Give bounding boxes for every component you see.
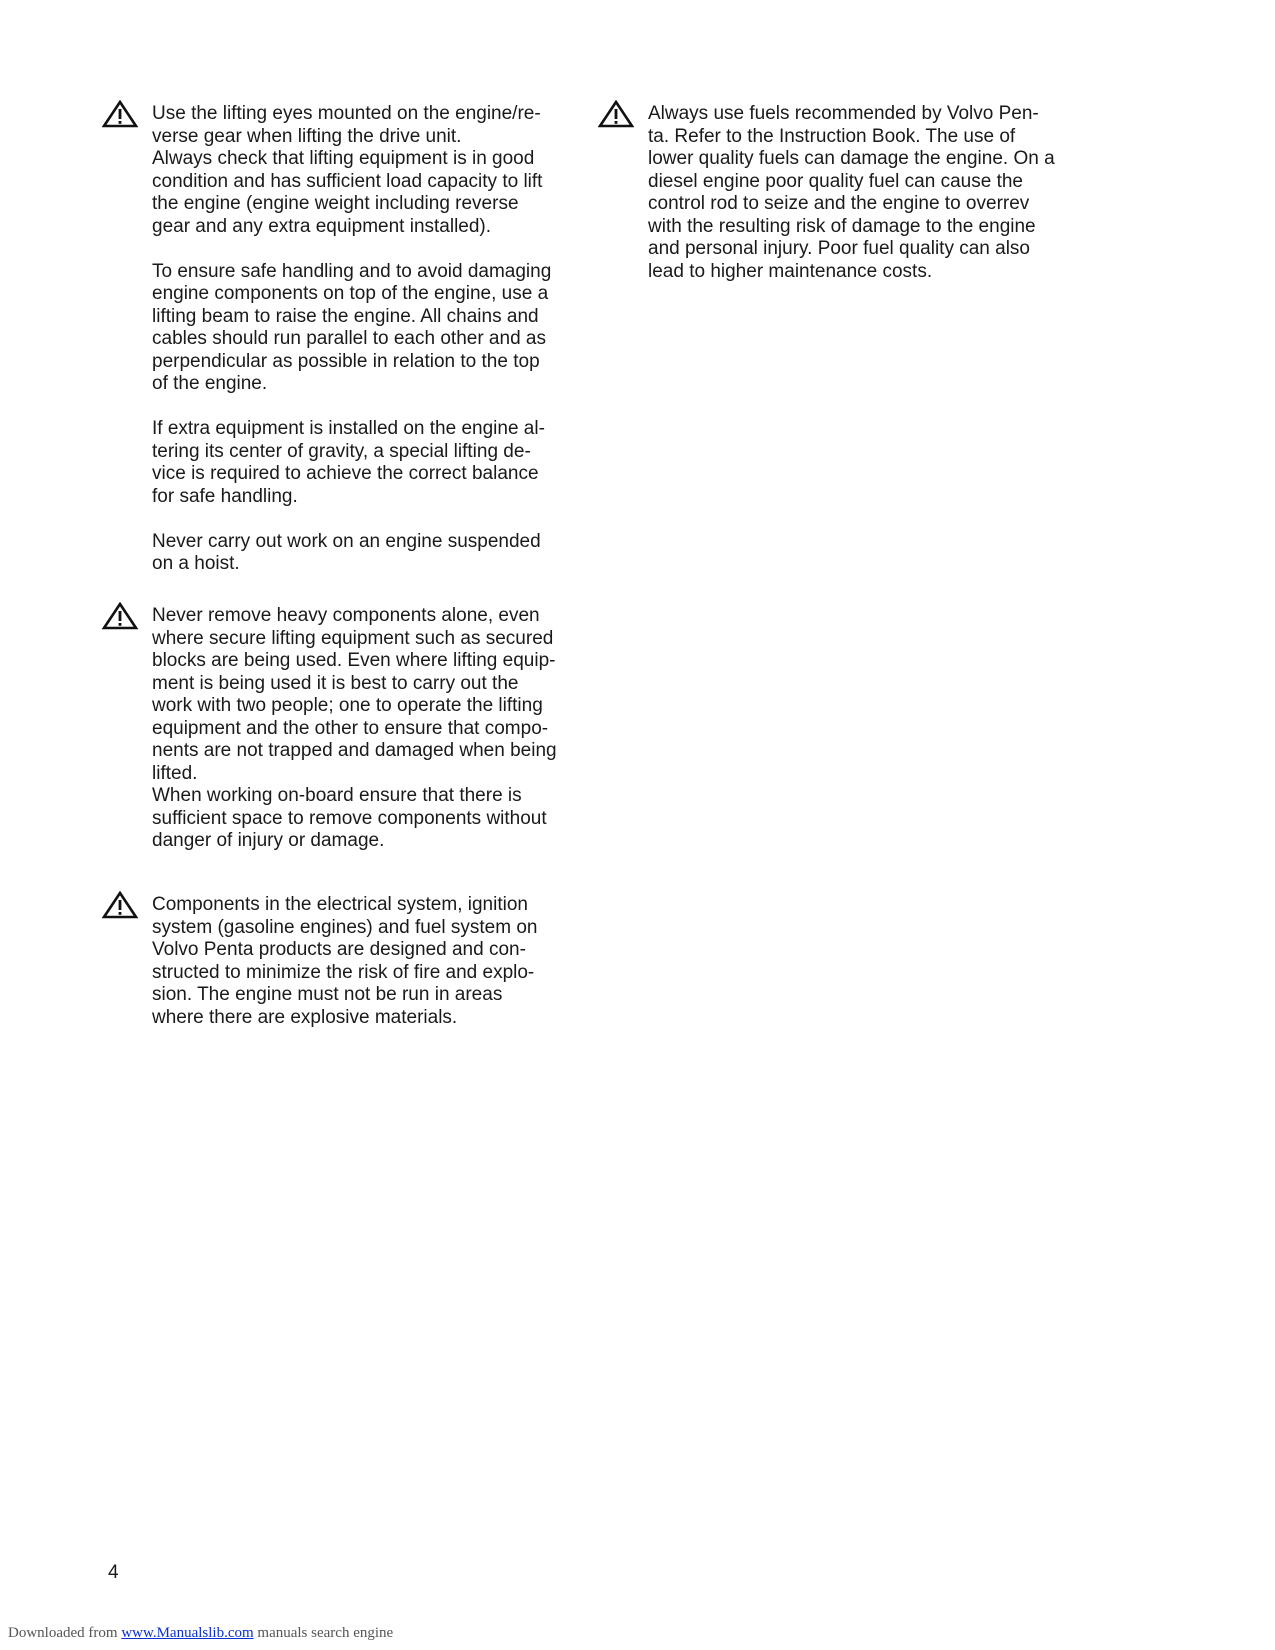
text-line: lower quality fuels can damage the engine. On a [648, 148, 1055, 169]
warning-paragraph [648, 103, 1055, 283]
manualslib-link[interactable]: www.Manualslib.com [121, 1625, 254, 1641]
warning-triangle-icon [102, 891, 138, 919]
text-line: lead to higher maintenance costs. [648, 260, 933, 282]
text-line: If extra equipment is installed on the engine al- [152, 418, 545, 439]
text-line: system (gasoline engines) and fuel system on [152, 916, 538, 938]
warning-paragraph [152, 261, 551, 396]
text-line: condition and has sufficient load capacity to lift [152, 170, 543, 192]
text-line: equipment and the other to ensure that compo- [152, 717, 549, 739]
text-line: Always use fuels recommended by Volvo Pen- [648, 103, 1039, 124]
footer-suffix: manuals search engine [257, 1625, 394, 1641]
text-line: ment is being used it is best to carry out the [152, 672, 519, 694]
text-line: When working on-board ensure that there is [152, 785, 522, 806]
text-line: lifting beam to raise the engine. All chains and [152, 305, 539, 327]
text-line: engine components on top of the engine, use a [152, 283, 549, 304]
text-line: sion. The engine must not be run in areas [152, 984, 503, 1005]
warning-heavy-components [152, 605, 557, 853]
text-line: sufficient space to remove components without [152, 807, 547, 829]
text-line: Use the lifting eyes mounted on the engine/re- [152, 103, 541, 124]
text-line: blocks are being used. Even where lifting equip- [152, 650, 556, 671]
text-line: tering its center of gravity, a special lifting de- [152, 440, 531, 462]
text-line: the engine (engine weight including reverse [152, 193, 519, 214]
warning-paragraph [152, 894, 537, 1029]
text-line: control rod to seize and the engine to overrev [648, 193, 1030, 214]
text-line: for safe handling. [152, 485, 298, 507]
warning-paragraph [152, 418, 551, 508]
text-line: on a hoist. [152, 553, 240, 574]
text-line: perpendicular as possible in relation to the top [152, 350, 540, 372]
text-line: ta. Refer to the Instruction Book. The use of [648, 125, 1016, 147]
warning-triangle-icon [598, 100, 634, 128]
warning-paragraph [152, 103, 551, 238]
text-line: with the resulting risk of damage to the engine [648, 215, 1036, 237]
text-line: Never remove heavy components alone, even [152, 605, 540, 626]
text-line: where there are explosive materials. [152, 1006, 458, 1028]
text-line: verse gear when lifting the drive unit. [152, 125, 462, 147]
warning-fuel [648, 103, 1055, 283]
text-line: structed to minimize the risk of fire and explo- [152, 961, 535, 983]
text-line: diesel engine poor quality fuel can cause the [648, 170, 1023, 192]
text-line: Components in the electrical system, ignition [152, 894, 528, 915]
download-footer [8, 1625, 393, 1642]
warning-triangle-icon [102, 100, 138, 128]
text-line: Volvo Penta products are designed and con- [152, 939, 526, 960]
text-line: Never carry out work on an engine suspended [152, 530, 541, 552]
text-line: lifted. [152, 762, 198, 784]
warning-paragraph [152, 605, 557, 853]
text-line: danger of injury or damage. [152, 830, 385, 851]
text-line: work with two people; one to operate the lifting [152, 695, 543, 716]
text-line: nents are not trapped and damaged when being [152, 740, 557, 761]
footer-prefix: Downloaded from [8, 1625, 118, 1641]
text-line: vice is required to achieve the correct balance [152, 463, 539, 484]
page-number: 4 [108, 1562, 119, 1583]
text-line: To ensure safe handling and to avoid damaging [152, 260, 552, 282]
text-line: Always check that lifting equipment is in good [152, 148, 535, 169]
warning-lifting [152, 103, 551, 576]
warning-triangle-icon [102, 602, 138, 630]
warning-electrical [152, 894, 537, 1029]
text-line: of the engine. [152, 373, 268, 394]
warning-paragraph [152, 531, 551, 576]
text-line: cables should run parallel to each other and as [152, 328, 546, 349]
text-line: and personal injury. Poor fuel quality can also [648, 238, 1030, 259]
text-line: gear and any extra equipment installed). [152, 215, 492, 237]
text-line: where secure lifting equipment such as secured [152, 627, 554, 649]
